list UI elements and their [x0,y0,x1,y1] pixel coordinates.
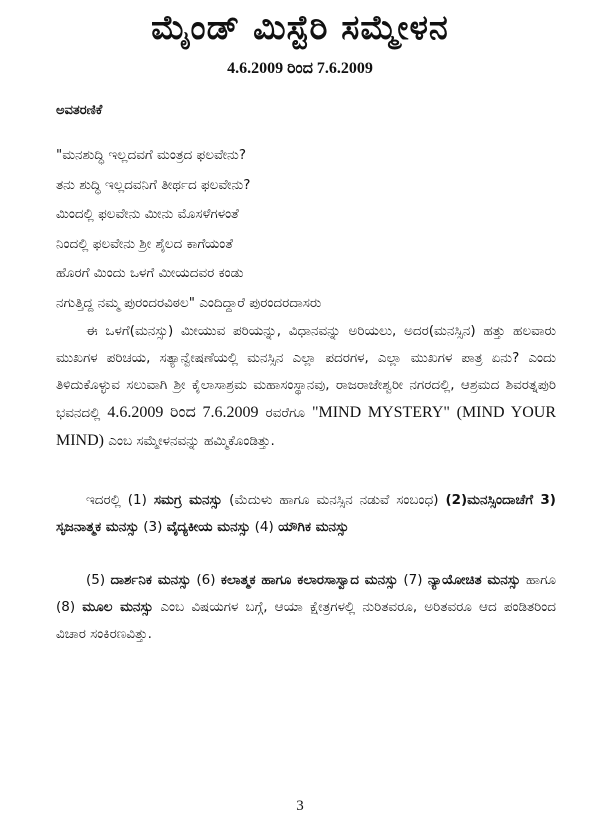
paragraph-topics-1 [56,487,556,541]
dates-text: 4.6.2009 ರಿಂದ 7.6.2009 [107,404,259,421]
paragraph-text: (5) [86,572,106,588]
paragraph-text: (ಮೆದುಳು ಹಾಗೂ ಮನಸ್ಸಿನ ನಡುವೆ ಸಂಬಂಧ) [229,492,439,508]
paragraph-text: (7) [403,572,423,588]
topic-bold: ಸಮಗ್ರ ಮನಸ್ಸು [153,492,223,508]
page-title: ಮೈಂಡ್ ಮಿಸ್ಟೆರಿ ಸಮ್ಮೇಳನ [151,8,449,48]
paragraph-text: ಈ ಒಳಗೆ(ಮನಸ್ಸು) ಮೀಯುವ ಪರಿಯನ್ನು, ವಿಧಾನವನ್ನು ಅರಿಯಲು, ಅದರ(ಮನಸ್ಸಿನ) ಹತ್ತು ಹಲವಾರು ಮುಖಗಳ ಪರಿಚಯ, ಸತ್ಯಾನ್ವೇಷಣೆಯಲ್ಲಿ ಮನಸ್ಸಿನ ಎಲ್ಲಾ ಪದರಗಳ, ಎಲ್ಲಾ ಮುಖಗಳ ಪಾತ್ರ ಏನು? ಎಂದು ತಿಳಿದುಕೊಳ್ಳುವ ಸಲುವಾಗಿ ಶ್ರೀ ಕೈಲಾಸಾಶ್ರಮ ಮಹಾಸಂಸ್ಥಾನವು, ರಾಜರಾಜೇಶ್ವರೀ ನಗರದಲ್ಲಿ, ಆಶ್ರಮದ ಶಿವರತ್ನಪುರಿ ಭವನದಲ್ಲಿ [56,323,556,421]
topic-bold: ವೈದ್ಯಕೀಯ ಮನಸ್ಸು [166,519,251,535]
topic-bold: ಯೌಗಿಕ ಮನಸ್ಸು [278,519,349,535]
poem-quote [56,141,556,319]
poem-line: "ಮನಶುದ್ಧಿ ಇಲ್ಲದವಗೆ ಮಂತ್ರದ ಫಲವೇನು? [56,147,247,163]
paragraph-text: ಎಂಬ ಸಮ್ಮೇಳನವನ್ನು ಹಮ್ಮಿಕೊಂಡಿತ್ತು. [108,433,275,449]
event-name-english: "MIND MYSTERY" (MIND YOUR MIND) [56,404,557,449]
paragraph-text: ಹಾಗೂ (8) [56,572,556,615]
poem-line: ನಗುತ್ತಿದ್ದ ನಮ್ಮ ಪುರಂದರವಿಠಲ" ಎಂದಿದ್ದಾರೆ ಪುರಂದರದಾಸರು [56,294,322,311]
poem-line: ತನು ಶುದ್ಧಿ ಇಲ್ಲದವನಿಗೆ ತೀರ್ಥದ ಫಲವೇನು? [56,176,251,193]
topic-bold: ದಾರ್ಶನಿಕ ಮನಸ್ಸು [110,572,191,588]
paragraph-intro [56,318,556,455]
paragraph-text: ಎಂಬ ವಿಷಯಗಳ ಬಗ್ಗೆ, ಆಯಾ ಕ್ಷೇತ್ರಗಳಲ್ಲಿ ನುರಿತವರೂ, ಅರಿತವರೂ ಆದ ಪಂಡಿತರಿಂದ ವಿಚಾರ ಸಂಕಿರಣವಿತ್ತು. [56,599,556,642]
section-heading: ಅವತರಣಿಕೆ [56,103,103,118]
poem-line: ನಿಂದಲ್ಲಿ ಫಲವೇನು ಶ್ರೀ ಶೈಲದ ಕಾಗೆಯಂತೆ [56,235,233,252]
paragraph-text: (6) [196,572,216,588]
paragraph-text: (4) [254,519,274,535]
paragraph-text: ಇದರಲ್ಲಿ (1) [86,492,147,508]
paragraph-text: ರವರೆಗೂ [265,405,305,421]
event-dates: 4.6.2009 ರಿಂದ 7.6.2009 [227,60,373,77]
topic-bold: ನ್ಯಾಯೋಚಿತ ಮನಸ್ಸು [427,572,521,588]
page-number: 3 [296,798,304,814]
poem-line: ಹೊರಗೆ ಮಿಂದು ಒಳಗೆ ಮೀಯದವರ ಕಂಡು [56,265,244,282]
topic-bold: ಕಲಾತ್ಮಕ ಹಾಗೂ ಕಲಾರಸಾಸ್ವಾದ ಮನಸ್ಸು [220,572,398,588]
paragraph-topics-2 [56,567,556,648]
poem-line: ಮಿಂದಲ್ಲಿ ಫಲವೇನು ಮೀನು ಮೊಸಳೆಗಳಂತೆ [56,206,239,223]
paragraph-text: (3) [143,519,163,535]
topic-bold: ಮೂಲ ಮನಸ್ಸು [82,599,154,615]
topic-bold: (2)ಮನಸ್ಸಿಂದಾಚೆಗೆ 3) ಸೃಜನಾತ್ಮಕ ಮನಸ್ಸು [56,492,556,535]
